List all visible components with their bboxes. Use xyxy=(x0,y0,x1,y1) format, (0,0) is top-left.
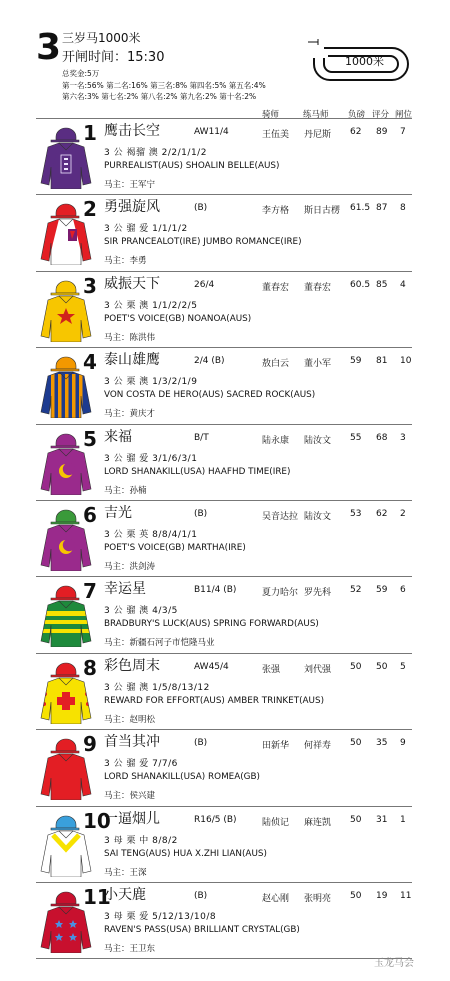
carried-weight: 55 xyxy=(350,432,362,443)
horse-info: 3 公 骝 爱 3/1/6/3/1 xyxy=(104,453,198,464)
trainer-name: 董小军 xyxy=(304,359,332,370)
rating: 62 xyxy=(376,508,388,519)
horse-number: 4 xyxy=(83,350,97,375)
prize-split-line-1: 第一名:56% 第二名:16% 第三名:8% 第四名:5% 第五名:4% xyxy=(62,81,266,90)
gear-and-rating-note: (B) xyxy=(194,508,208,519)
jockey-name: 董春宏 xyxy=(262,282,290,293)
gear-and-rating-note: (B) xyxy=(194,203,208,214)
horse-info: 3 公 骝 爱 1/1/1/2 xyxy=(104,224,188,235)
horse-owner: 马主：王深 xyxy=(104,867,147,878)
runner-row xyxy=(36,576,412,652)
horse-name: 幸运星 xyxy=(104,581,146,598)
jockey-name: 陆侦记 xyxy=(262,817,290,828)
trainer-name: 丹尼斯 xyxy=(304,130,332,140)
horse-owner: 马主：王军宁 xyxy=(104,180,156,190)
race-header xyxy=(0,0,450,122)
race-start-time: 开闸时间：15:30 xyxy=(62,50,165,65)
jockey-name: 夏力哈尔 xyxy=(262,588,299,599)
horse-info: 3 公 栗 澳 1/1/2/2/5 xyxy=(104,300,198,311)
horse-info: 3 公 栗 澳 1/3/2/1/9 xyxy=(104,377,198,388)
horse-name: 彩色周末 xyxy=(104,657,160,674)
runner-row xyxy=(36,271,412,347)
gear-and-rating-note: B/T xyxy=(194,432,209,443)
horse-info: 3 公 骝 爱 7/7/6 xyxy=(104,759,178,770)
carried-weight: 52 xyxy=(350,585,362,596)
jockey-name: 张强 xyxy=(262,664,281,675)
gear-and-rating-note: 2/4 (B) xyxy=(194,356,225,367)
carried-weight: 50 xyxy=(350,661,362,672)
horse-pedigree: LORD SHANAKILL(USA) HAAFHD TIME(IRE) xyxy=(104,466,291,477)
gear-and-rating-note: AW11/4 xyxy=(194,127,229,137)
horse-info: 3 公 骝 澳 1/5/8/13/12 xyxy=(104,682,210,693)
header-draw: 闸位 xyxy=(395,110,413,120)
header-weight: 负磅 xyxy=(348,110,366,120)
horse-number: 8 xyxy=(83,655,97,680)
horse-name: 勇强旋风 xyxy=(104,199,160,216)
runner-row xyxy=(36,806,412,882)
horse-number: 10 xyxy=(83,808,111,833)
rating: 89 xyxy=(376,127,388,137)
jockey-name: 吴音达拉 xyxy=(262,511,299,522)
horse-pedigree: RAVEN'S PASS(USA) BRILLIANT CRYSTAL(GB) xyxy=(104,924,300,935)
horse-pedigree: PURREALIST(AUS) SHOALIN BELLE(AUS) xyxy=(104,161,280,171)
horse-pedigree: VON COSTA DE HERO(AUS) SACRED ROCK(AUS) xyxy=(104,390,316,401)
carried-weight: 50 xyxy=(350,890,362,901)
runner-row xyxy=(36,729,412,805)
barrier-draw: 11 xyxy=(400,890,412,901)
horse-pedigree: SIR PRANCEALOT(IRE) JUMBO ROMANCE(IRE) xyxy=(104,237,302,248)
gear-and-rating-note: (B) xyxy=(194,738,208,749)
horse-name: 吉光 xyxy=(104,504,132,521)
carried-weight: 53 xyxy=(350,508,362,519)
barrier-draw: 3 xyxy=(400,432,406,443)
carried-weight: 59 xyxy=(350,356,362,367)
runner-row xyxy=(36,347,412,423)
horse-info: 3 公 骝 澳 4/3/5 xyxy=(104,606,178,617)
barrier-draw: 5 xyxy=(400,661,406,672)
jockey-name: 王伍美 xyxy=(262,130,290,140)
jockey-name: 敖白云 xyxy=(262,359,290,370)
watermark: 玉龙马会 xyxy=(374,958,414,969)
horse-name: 泰山雄鹰 xyxy=(104,352,160,369)
horse-owner: 马主：陈洪伟 xyxy=(104,332,156,343)
horse-name: 威振天下 xyxy=(104,275,160,292)
carried-weight: 50 xyxy=(350,738,362,749)
horse-info: 3 公 褐骝 澳 2/2/1/1/2 xyxy=(104,148,207,158)
header-rating: 评分 xyxy=(372,110,390,120)
carried-weight: 62 xyxy=(350,127,362,137)
header-jockey: 骑师 xyxy=(262,110,280,120)
horse-number: 1 xyxy=(83,121,97,145)
horse-name: 鹰击长空 xyxy=(104,123,160,139)
trainer-name: 刘代强 xyxy=(304,664,332,675)
runner-row xyxy=(36,424,412,500)
jockey-name: 李方格 xyxy=(262,206,290,217)
horse-number: 2 xyxy=(83,197,97,222)
rating: 31 xyxy=(376,814,388,825)
horse-owner: 马主：洪剑涛 xyxy=(104,561,156,572)
prize-split-line-2: 第六名:3% 第七名:2% 第八名:2% 第九名:2% 第十名:2% xyxy=(62,92,257,101)
horse-name: 一逼烟儿 xyxy=(104,810,160,827)
horse-info: 3 母 栗 爱 5/12/13/10/8 xyxy=(104,911,217,922)
trainer-name: 何祥寿 xyxy=(304,741,332,752)
barrier-draw: 4 xyxy=(400,279,406,290)
rating: 87 xyxy=(376,203,388,214)
horse-info: 3 公 栗 英 8/8/4/1/1 xyxy=(104,529,198,540)
barrier-draw: 6 xyxy=(400,585,406,596)
jockey-name: 陆永康 xyxy=(262,435,290,446)
runner-list xyxy=(36,118,412,959)
horse-owner: 马主：孙楠 xyxy=(104,485,147,496)
horse-owner: 马主：赵明松 xyxy=(104,714,156,725)
gear-and-rating-note: B11/4 (B) xyxy=(194,585,237,596)
gear-and-rating-note: R16/5 (B) xyxy=(194,814,237,825)
barrier-draw: 2 xyxy=(400,508,406,519)
distance-label: 1000米 xyxy=(345,55,384,68)
trainer-name: 董春宏 xyxy=(304,282,332,293)
horse-owner: 马主：王卫东 xyxy=(104,943,156,954)
horse-owner: 马主：黄庆才 xyxy=(104,409,156,420)
trainer-name: 罗先科 xyxy=(304,588,332,599)
horse-number: 7 xyxy=(83,579,97,604)
trainer-name: 斯日古楞 xyxy=(304,206,341,217)
horse-number: 5 xyxy=(83,426,97,451)
trainer-name: 张明亮 xyxy=(304,893,332,904)
horse-pedigree: POET'S VOICE(GB) MARTHA(IRE) xyxy=(104,542,246,553)
horse-pedigree: REWARD FOR EFFORT(AUS) AMBER TRINKET(AUS) xyxy=(104,695,325,706)
rating: 35 xyxy=(376,738,388,749)
horse-pedigree: SAI TENG(AUS) HUA X.ZHI LIAN(AUS) xyxy=(104,848,267,859)
runner-row xyxy=(36,653,412,729)
barrier-draw: 7 xyxy=(400,127,406,137)
horse-owner: 马主：侯兴建 xyxy=(104,791,156,802)
horse-number: 9 xyxy=(83,732,97,757)
rating: 68 xyxy=(376,432,388,443)
rating: 19 xyxy=(376,890,388,901)
gear-and-rating-note: 26/4 xyxy=(194,279,215,290)
barrier-draw: 10 xyxy=(400,356,412,367)
prize-total: 总奖金:5万 xyxy=(62,69,100,78)
runner-row xyxy=(36,194,412,270)
horse-number: 3 xyxy=(83,273,97,298)
horse-number: 11 xyxy=(83,884,111,909)
horse-name: 首当其冲 xyxy=(104,734,160,751)
barrier-draw: 1 xyxy=(400,814,406,825)
rating: 85 xyxy=(376,279,388,290)
horse-owner: 马主：李勇 xyxy=(104,256,147,267)
header-trainer: 练马师 xyxy=(303,110,329,120)
trainer-name: 麻连凯 xyxy=(304,817,332,828)
horse-name: 来福 xyxy=(104,428,132,445)
barrier-draw: 8 xyxy=(400,203,406,214)
horse-pedigree: LORD SHANAKILL(USA) ROMEA(GB) xyxy=(104,772,260,783)
gear-and-rating-note: AW45/4 xyxy=(194,661,229,672)
horse-number: 6 xyxy=(83,502,97,527)
rating: 59 xyxy=(376,585,388,596)
jockey-name: 赵心刚 xyxy=(262,893,290,904)
horse-name: 小天鹿 xyxy=(104,886,146,903)
jockey-name: 田新华 xyxy=(262,741,290,752)
race-number: 3 xyxy=(36,27,62,68)
gear-and-rating-note: (B) xyxy=(194,890,208,901)
trainer-name: 陆汝文 xyxy=(304,511,332,522)
carried-weight: 61.5 xyxy=(350,203,371,214)
runner-row xyxy=(36,500,412,576)
race-title: 三岁马1000米 xyxy=(62,31,141,45)
runner-row xyxy=(36,118,412,194)
barrier-draw: 9 xyxy=(400,738,406,749)
rating: 50 xyxy=(376,661,388,672)
horse-owner: 马主：新疆石河子市恺隆马业 xyxy=(104,638,215,649)
carried-weight: 50 xyxy=(350,814,362,825)
runner-row xyxy=(36,882,412,959)
horse-pedigree: BRADBURY'S LUCK(AUS) SPRING FORWARD(AUS) xyxy=(104,619,319,630)
rating: 81 xyxy=(376,356,388,367)
carried-weight: 60.5 xyxy=(350,279,371,290)
horse-info: 3 母 栗 中 8/8/2 xyxy=(104,835,178,846)
horse-pedigree: POET'S VOICE(GB) NOANOA(AUS) xyxy=(104,313,252,324)
trainer-name: 陆汝文 xyxy=(304,435,332,446)
